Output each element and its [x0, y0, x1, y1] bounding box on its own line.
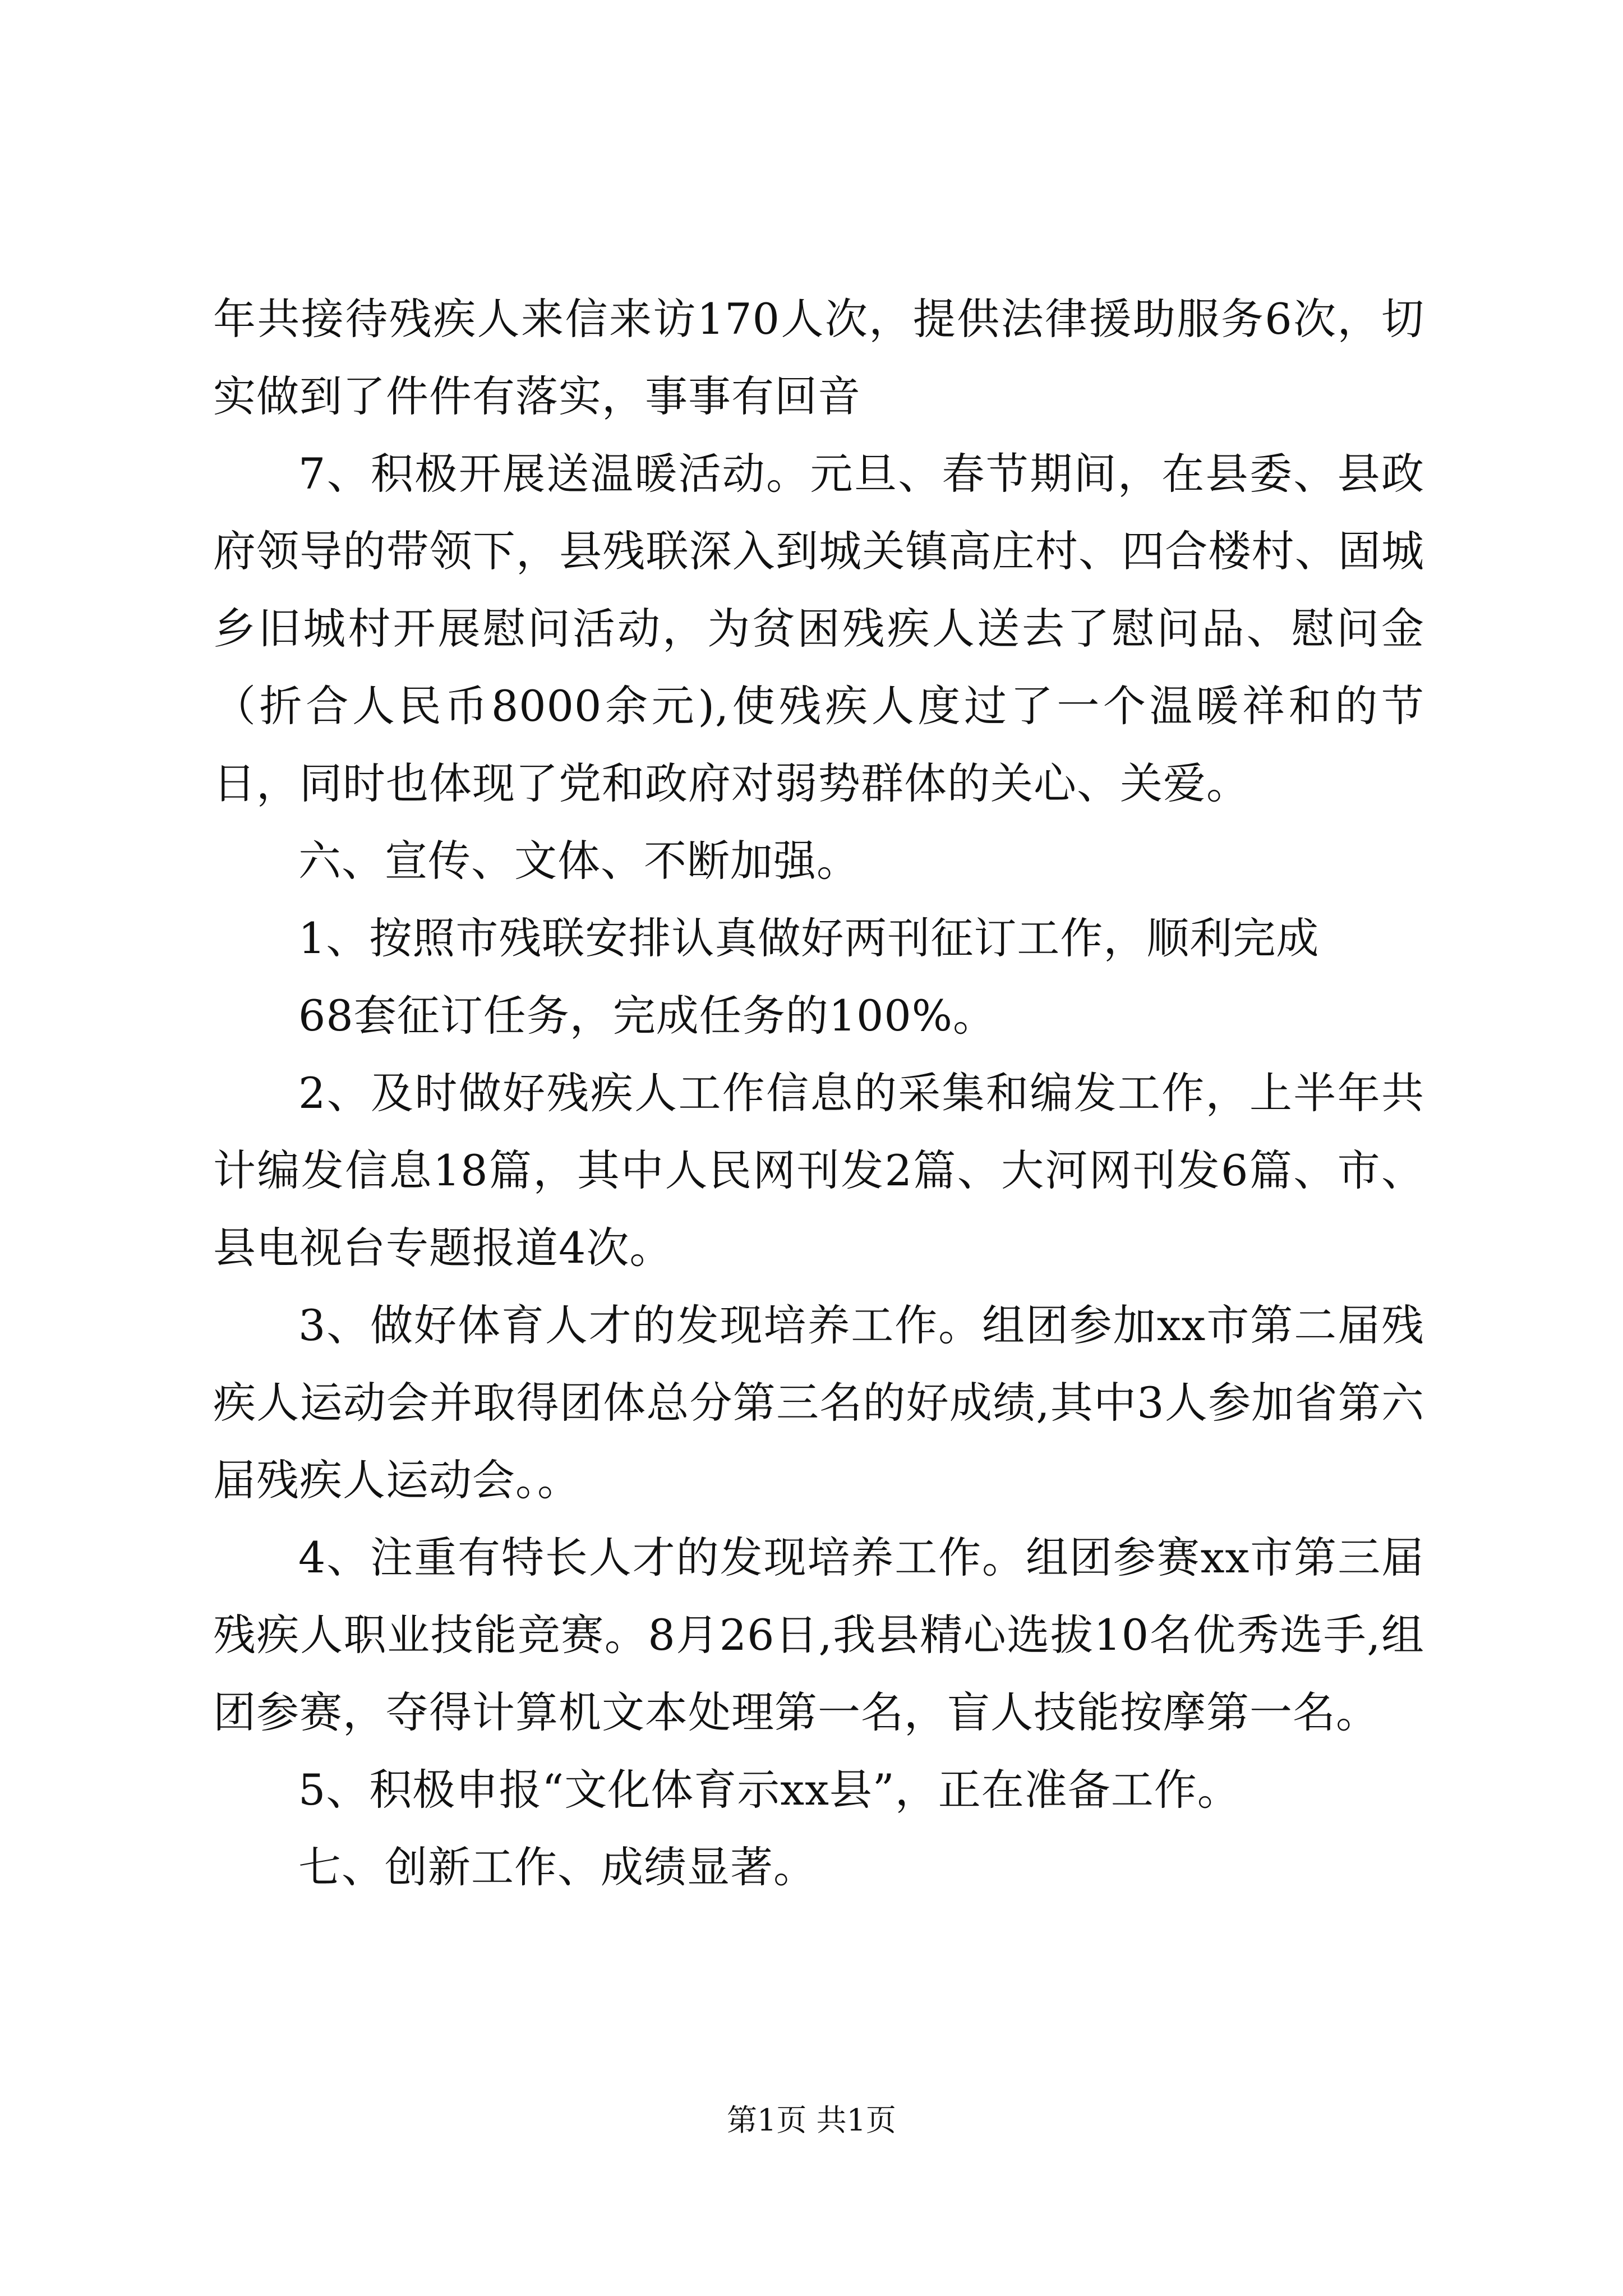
paragraph-8: 4、注重有特长人才的发现培养工作。组团参赛xx市第三届残疾人职业技能竞赛。8月26日,我县精心选拔10名优秀选手,组团参赛，夺得计算机文本处理第一名，盲人技能按摩第一名。 — [213, 1533, 1424, 1737]
paragraph-7: 3、做好体育人才的发现培养工作。组团参加xx市第二届残疾人运动会并取得团体总分第三名的好成绩,其中3人参加省第六届残疾人运动会。。 — [213, 1300, 1424, 1505]
paragraph-4: 1、按照市残联安排认真做好两刊征订工作，顺利完成 — [298, 913, 1320, 963]
paragraph-9: 5、积极申报“文化体育示xx县”，正在准备工作。 — [298, 1765, 1241, 1815]
paragraph-1: 年共接待残疾人来信来访170人次，提供法律援助服务6次，切实做到了件件有落实，事事有回音 — [213, 294, 1424, 421]
paragraph-3-heading: 六、宣传、文体、不断加强。 — [298, 836, 860, 886]
page-number-label: 第1页 共1页 — [727, 2102, 896, 2138]
paragraph-5: 68套征订任务，完成任务的100%。 — [298, 991, 996, 1041]
document-body — [213, 280, 1424, 1906]
paragraph-6: 2、及时做好残疾人工作信息的采集和编发工作，上半年共计编发信息18篇，其中人民网刊发2篇、大河网刊发6篇、市、县电视台专题报道4次。 — [213, 1068, 1424, 1273]
paragraph-10-heading: 七、创新工作、成绩显著。 — [298, 1842, 817, 1892]
page-footer — [0, 2101, 1623, 2140]
paragraph-2: 7、积极开展送温暖活动。元旦、春节期间，在县委、县政府领导的带领下，县残联深入到城关镇高庄村、四合楼村、固城乡旧城村开展慰问活动，为贫困残疾人送去了慰问品、慰问金（折合人民币8000余元),使残疾人度过了一个温暖祥和的节日，同时也体现了党和政府对弱势群体的关心、关爱。 — [213, 449, 1424, 808]
